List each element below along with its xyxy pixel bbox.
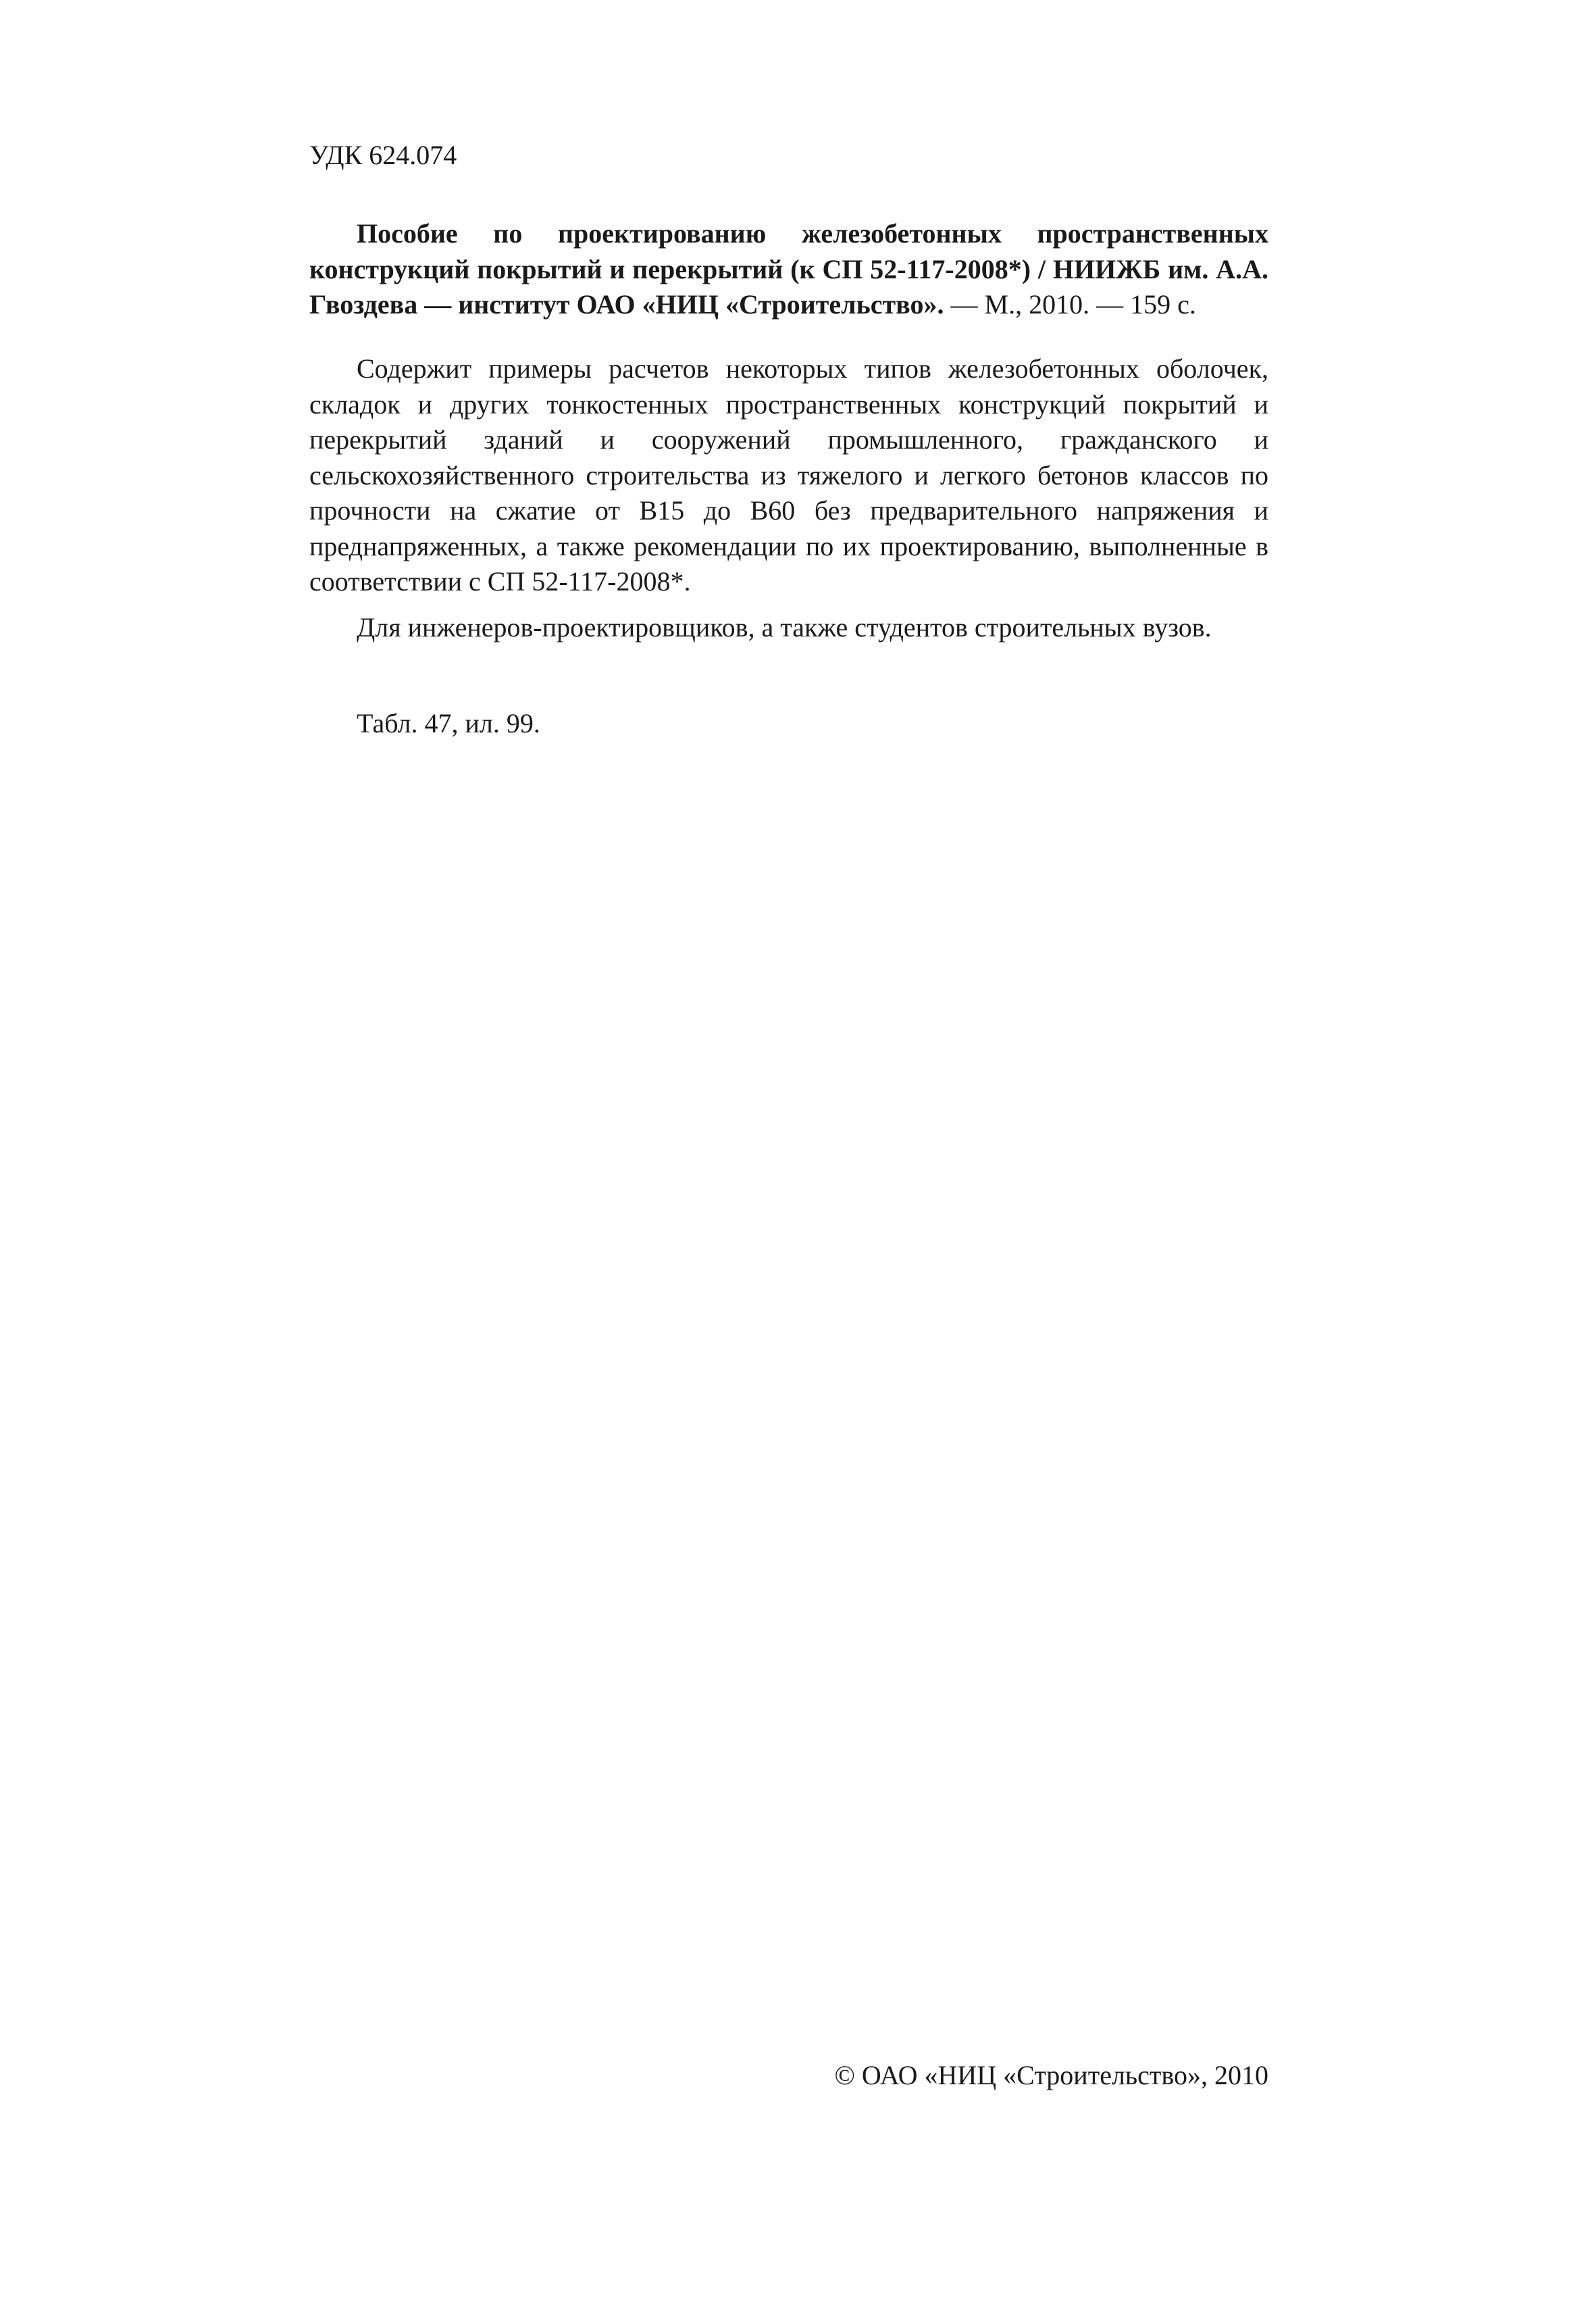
audience-paragraph: Для инженеров-проектировщиков, а также студентов строительных вузов. <box>357 612 1212 643</box>
citation-imprint: — М., 2010. — 159 с. <box>944 289 1196 320</box>
tables-illustrations-count: Табл. 47, ил. 99. <box>357 708 540 738</box>
bibliographic-citation <box>309 216 1268 323</box>
annotation-paragraph: Содержит примеры расчетов некоторых типов железобетонных оболочек, складок и других тонкостенных пространственных конструкций покрытий и перекрытий зданий и сооружений промышленного, гражданского и сельскохозяйственного строительства из тяжелого и легкого бетонов классов по прочности на сжатие от В15 до В60 без предварительного напряжения и преднапряженных, а также рекомендации по их проектированию, выполненные в соответствии с СП 52-117-2008*. <box>309 353 1268 597</box>
udc-code: УДК 624.074 <box>309 140 457 170</box>
copyright-notice: © ОАО «НИЦ «Строительство», 2010 <box>834 2060 1268 2090</box>
citation-title: Пособие по проектированию железобетонных пространственных конструкций покрытий и перекрытий (к СП 52-117-2008*) / НИИЖБ им. А.А. Гвоздева — институт ОАО «НИЦ «Строительство». <box>309 218 1268 320</box>
